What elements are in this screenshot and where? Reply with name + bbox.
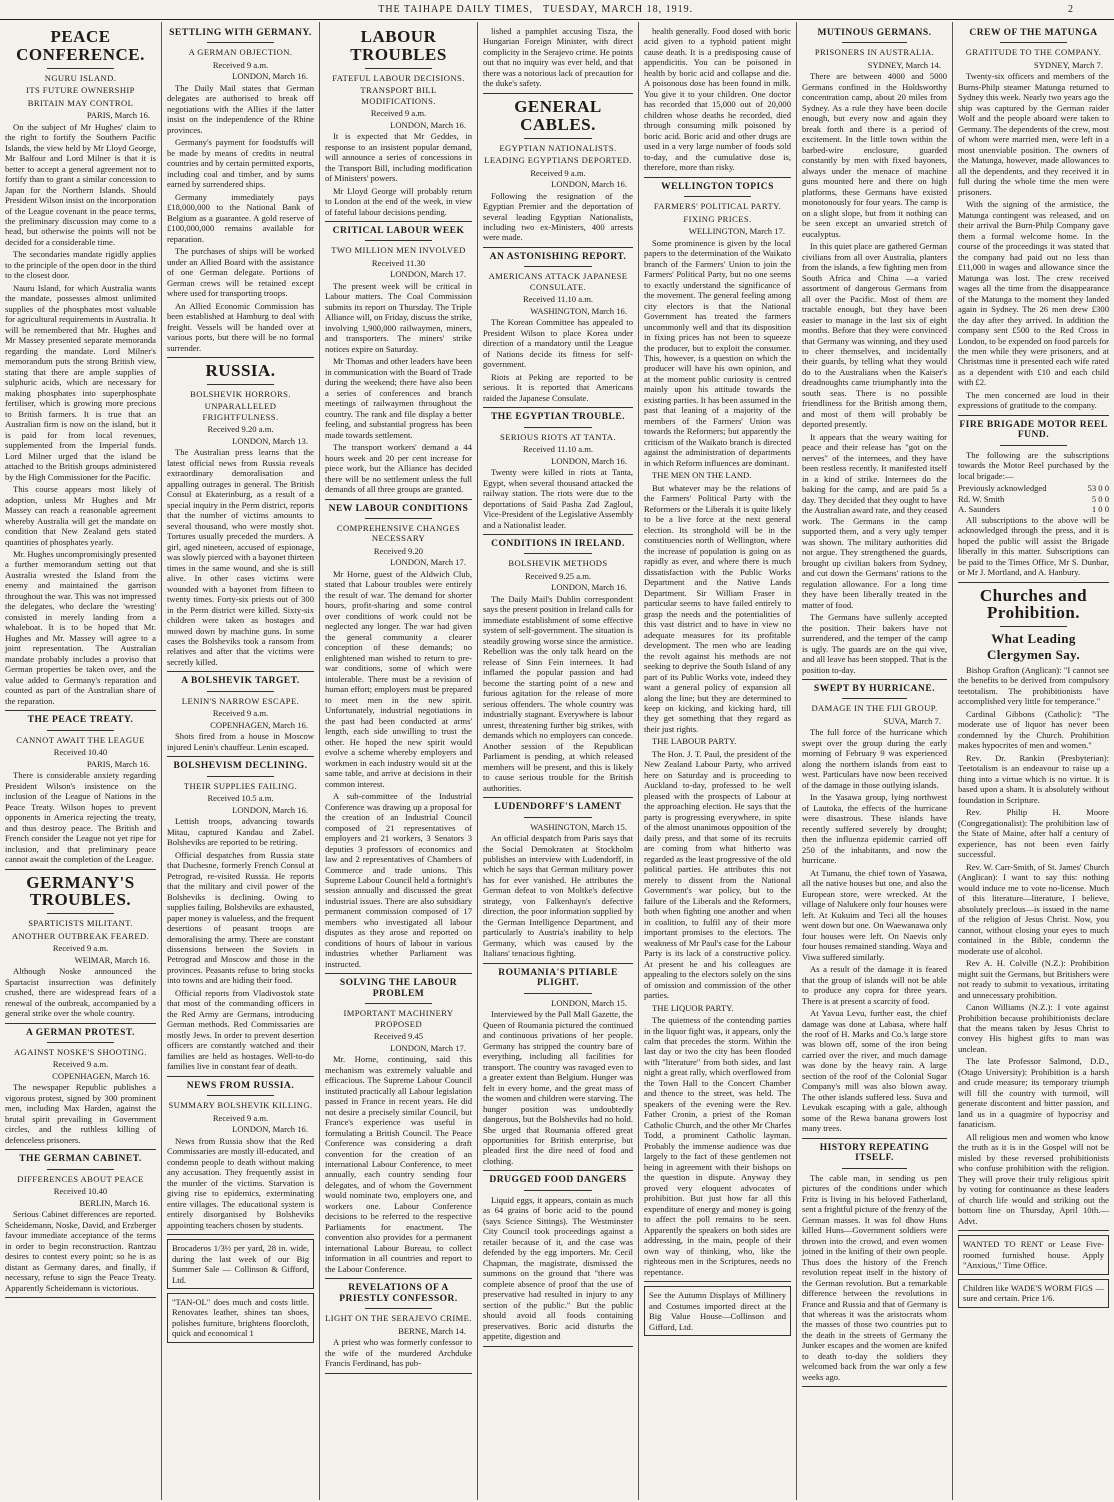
- advertisement-text: WANTED TO RENT or Lease Five-roomed furnished house. Apply "Anxious," Time Office.: [958, 1235, 1109, 1274]
- article-paragraph: The newspaper Republic publishes a vigorous protest, signed by 300 prominent men, including Max Harden, against the brutal spirit prevailing in Government circles, and the ruthless killing of defenceless prisoners.: [5, 1082, 156, 1145]
- article-subheading: AGAINST NOSKE'S SHOOTING.: [14, 1047, 147, 1057]
- article-paragraph: The cable man, in sending us pen pictures of the conditions under which Fritz is living in his beloved Fatherland, sent a frightful picture of the frenzy of the German masses. It was fol dhow Huns killed Huns—Government soldiers were thrown into the crowd, and even women joined in the knifing of their own people. Thus does the history of the French revolution repeat itself in the history of the German revolution. But a remarkable difference between the revolutions in France and Russia and that of Germany is that whereas it was the aristocrats whom the masses of those two countries put to the death in the streets of Germany the Junker escapes and the women are knifed to death to-day the soldiers they welcomed back from the war only a few weeks ago.: [802, 1172, 947, 1382]
- article-paragraph: A sub-committee of the Industrial Conference was drawing up a proposal for the creation of an Industrial Council composed of 21 representatives of employers and 21 workers, 3 Senators 3 deputies 3 professors of economics and law and 2 representatives of Chambers of Commerce and trade unions. This Supreme Labour Council held a fortnight's session annually and discussed the great industrial issues. There are also subsidiary permanent commission composed of 17 members who investigated all labour disputes as they arose and reported on conditions of hours of labour in various industries whether Parliament was instructed.: [325, 791, 472, 969]
- article-headline: GERMANY'S TROUBLES.: [26, 872, 135, 910]
- rule-divider: [365, 1308, 431, 1309]
- article-dateline: LONDON, March 15.: [551, 997, 627, 1008]
- article-subheading: EGYPTIAN NATIONALISTS.: [499, 142, 617, 153]
- article-headline: NEWS FROM RUSSIA.: [186, 1080, 295, 1091]
- article-headline: CRITICAL LABOUR WEEK: [332, 225, 465, 236]
- article-headline: REVELATIONS OF A PRIESTLY CONFESSOR.: [339, 1283, 458, 1304]
- rule-divider: [47, 68, 115, 69]
- article-paragraph: Bishop Grafton (Anglican): "I cannot see the benefits to be derived from compulsory teetotalism. The prohibitionists have accomplished very little for temperance.": [958, 665, 1109, 707]
- column-3: [320, 22, 478, 1500]
- article-headline: WELLINGTON TOPICS: [661, 181, 774, 192]
- article-paragraph: The full force of the hurricane which swept over the group during the early morning of February 9 was experienced along the northern islands from east to west. Particulars have now been received of the damage in those outlying islands.: [802, 727, 947, 790]
- article-subheading: LENIN'S NARROW ESCAPE.: [181, 695, 300, 706]
- article-paragraph: Following the resignation of the Egyptian Premier and the deportation of several leading Egyptian Nationalists, including two ex-Ministers, 400 arrests were made.: [483, 190, 633, 243]
- masthead: [0, 0, 1114, 20]
- rule-divider: [365, 1003, 431, 1004]
- advertisement: [167, 1293, 314, 1343]
- column-6: [797, 22, 953, 1500]
- article: [483, 252, 633, 403]
- article-paragraph: At Yavua Levu, further east, the chief damage was done at Labasa, where half the roof of H. Marks and Co.'s large store was blown off, some of the iron being carried over the river, and much damage was done by the heavy rain. A large section of the roof of the Colonial Sugar Company's mill was also blown away. The other islands suffered less. Suva and Levukak escaping with a gale, although some of the Rewa banana growers lost many trees.: [802, 1008, 947, 1134]
- rule-divider: [684, 196, 750, 197]
- article-dateline: BERLIN, March 16.: [79, 1197, 150, 1208]
- article-headline: THE PEACE TREATY.: [27, 715, 134, 726]
- article-dateline: WELLINGTON, March 17.: [688, 226, 785, 237]
- column-divider: [325, 973, 472, 974]
- article-subheading: FIXING PRICES.: [683, 213, 752, 224]
- article-subheading: A GERMAN OBJECTION.: [188, 47, 293, 58]
- article-dateline: SUVA, March 7.: [883, 715, 941, 726]
- article-subheading: LEADING EGYPTIANS DEPORTED.: [484, 155, 632, 166]
- article-subheading: THEIR SUPPLIES FAILING.: [183, 780, 298, 791]
- article-subheading: BOLSHEVIK HORRORS.: [190, 388, 291, 399]
- subscription-amount: 1 0 0: [1091, 504, 1109, 515]
- article: [483, 968, 633, 1167]
- subscription-row: [958, 483, 1109, 493]
- column-divider: [483, 963, 633, 964]
- article: [167, 676, 314, 752]
- article-headline: CREW OF THE MATUNGA: [969, 28, 1098, 38]
- column-1: [0, 22, 162, 1500]
- rule-divider: [842, 1168, 907, 1169]
- article: [958, 420, 1109, 578]
- column-divider: [5, 869, 156, 870]
- article-headline: THE GERMAN CABINET.: [19, 1154, 142, 1165]
- article-dateline: LONDON, March 16.: [232, 804, 308, 815]
- column-divider: [802, 679, 947, 680]
- article-subheading: FATEFUL LABOUR DECISIONS.: [332, 72, 465, 83]
- article: [483, 26, 633, 89]
- article: [644, 26, 791, 173]
- article-headline: A GERMAN PROTEST.: [26, 1027, 135, 1038]
- column-divider: [5, 1297, 156, 1298]
- column-divider: [958, 1230, 1109, 1231]
- advertisement: [167, 1239, 314, 1289]
- article-subheading: LIGHT ON THE SERAJEVO CRIME.: [325, 1313, 472, 1324]
- article-paragraph: In this quiet place are gathered German civilians from all over Australia, planters from the islands, a few fighting men from South Africa and China —a varied assortment of dangerous Germans from all over the Pacific. Most of them are tractable enough, but they have been easier to manage in the last six of eight months. Before that they were convinced that Germany was winning, and they used to cheer themselves, and incidentally their guards, by telling what they would do to the Australians when the Kaiser's dreadnoughts came triumphantly into the south seas. There is no possible friendliness for the British among them, and most of them will probably be deported presently.: [802, 241, 947, 430]
- article: [325, 28, 472, 217]
- rule-divider: [1000, 626, 1068, 627]
- article: [483, 539, 633, 793]
- article-paragraph: The Australian press learns that the latest official news from Russia reveals extraordinary demoralisation and appalling outrages in general. The British Consul at Ekaterinburg, as a result of a special inquiry in the Perm district, reports that the number of victims amounts to several thousand, who were mostly shot. Tortures usually preceded the murders. A girl, aged nineteen, accused of espionage, was slowly pierced with a bayonet thirteen times in the same wound, and she is still alive. In other cases victims were wounded with a bayonet from fifteen to twenty times. Forty-six priests out of 300 in the Perm district were killed. Sixty-six children were taken as hostages and mowed down by machine guns. In some cases the Bolsheviks took a ransom from relatives and after that the victims were secretly killed.: [167, 447, 315, 667]
- article-subheading: SPARTICISTS MILITANT.: [28, 918, 133, 929]
- article-dateline: LONDON, March 16.: [232, 71, 308, 82]
- advertisement-text: See the Autumn Displays of Millinery and Costumes imported direct at the Big Value House—Collinson and Gifford, Ltd.: [644, 1286, 791, 1336]
- subscription-amount: 5 0 0: [1091, 493, 1109, 504]
- article-paragraph: It appears that the weary waiting for peace and their release has "got on the nerves" of the internees, and they have been restless recently. It manifested itself in a kind of strike. Internees do the baking for the camp, and are paid 5s a day. They decided that they ought to have the Australian award rate, and they ceased work. The Germans in the camp supported them, and a very ugly temper was shown. The military authorities did not argue. They strengthened the guards, brought up civilian bakers from Sydney, and cut down the Germans' rations to the regulation allowance. For a long time they have been liberally treated in the matter of food.: [802, 431, 947, 610]
- article: [325, 1283, 472, 1368]
- article-paragraph: Twenty were killed in riots at Tanta, Egypt, when several thousand attacked the railway station. The riots were due to the deportations of Said Pasha Zad Zagloul, Vice-President of the Legislative Assembly and a Nationalist leader.: [483, 467, 633, 530]
- column-divider: [483, 93, 633, 94]
- newspaper-columns: [0, 22, 1114, 1502]
- column-divider: [167, 357, 314, 358]
- advertisement: [958, 1235, 1109, 1274]
- rule-divider: [47, 913, 115, 914]
- article-paragraph: Serious Cabinet differences are reported. Scheidemann, Noske, David, and Erzberger favour immediate acceptance of the terms in order to begin reconstruction. Rantzau desires to contest every point; so he is as distant as Germany dares, and finally, if necessary, refuse to sign the Peace Treaty. Apparently Scheidemann is victorious.: [5, 1209, 156, 1293]
- advertisement: [958, 1279, 1109, 1308]
- column-divider: [483, 1170, 633, 1171]
- article: [5, 1154, 156, 1293]
- article-paragraph: This course appears most likely of adoption, unless Mr Hughes and Mr Massey can reach a reasonable agreement whereby Australia will get the mandate on condition that New Zealand gets stated quantities of phosphates yearly.: [5, 484, 156, 547]
- article-subheading: TRANSPORT BILL MODIFICATIONS.: [360, 85, 437, 106]
- column-divider: [5, 710, 156, 711]
- article-paragraph: Rev. W. Carr-Smith, of St. James' Church (Anglican): I want to say this: nothing would induce me to vote no-license. Much of this literature—literature, I believe, absolutely preclous—is issued in the name of the religion of Jesus Christ. Now, you cannot, without closing your eyes to much contained in the Bible, condemn the moderate use of alcohol.: [958, 861, 1109, 956]
- article-subheading: CANNOT AWAIT THE LEAGUE: [16, 734, 145, 745]
- article-subheading: BOLSHEVIK METHODS: [508, 558, 608, 569]
- column-divider: [5, 1149, 156, 1150]
- article-paragraph: Mr Horne, guest of the Aldwich Club, stated that Labour troubles were entirely the result of war. The demand for shorter hours, profit-sharing and some control over conditions of work could not be neglected any longer. The war had given the general community a clearer conception of these demands; no enlightened man wished to return to pre-war conditions, some of which were intolerable. There must be a revision of human effort; employers must be prepared to meet men in the new spirit. Unfortunately, industrial negotiations in the past had been conducted at arms' length, each side unwilling to trust the other. He hoped the new spirit would evolve a scheme whereby employers and workmen in each industry would sit at the same table, and arrive at decisions in their common interest.: [325, 568, 472, 789]
- received-time: Received 10.40: [53, 1186, 108, 1197]
- article-subheading: What Leading Clergymen Say.: [987, 631, 1080, 663]
- article: [644, 182, 791, 1277]
- article-headline: THE EGYPTIAN TROUBLE.: [490, 412, 626, 423]
- article-dateline: LONDON, March 17.: [390, 1042, 466, 1053]
- received-time: Received 9 a.m.: [370, 108, 427, 119]
- rule-divider: [207, 42, 273, 43]
- article-paragraph: Although Noske announced the Spartacist insurrection was definitely crushed, there are widespread fears of a renewal of the outbreak, accompanied by a general strike over the whole country.: [5, 966, 156, 1019]
- article-paragraph: It is expected that Mr Geddes, in response to an insistent popular demand, will announce a series of concessions in the Transport Bill, including modification of Ministers' powers.: [325, 131, 472, 184]
- article-headline: AN ASTONISHING REPORT.: [489, 251, 627, 262]
- article: [958, 587, 1109, 1227]
- article-dateline: LONDON, March 16.: [551, 179, 627, 190]
- article-paragraph: Mr Thomas and other leaders have been in communication with the Board of Trade during the weekend; there have also been a series of conferences and branch meetings of railwaymen throughout the country. The rank and file display a better feeling, and substantial progress has been made towards settlement.: [325, 356, 472, 440]
- column-divider: [325, 221, 472, 222]
- article-paragraph: The purchases of ships will be worked under an Allied Board with the assistance of one German delegate. Portions of German crews will be retained except where used for transporting troops.: [167, 246, 314, 299]
- column-divider: [483, 534, 633, 535]
- article-headline: LUDENDORFF'S LAMENT: [494, 802, 622, 813]
- article-dateline: LONDON, March 17.: [390, 269, 466, 280]
- article-paragraph: THE LABOUR PARTY.: [652, 736, 737, 747]
- rule-divider: [524, 553, 592, 554]
- article-dateline: PARIS, March 16.: [86, 110, 150, 121]
- paper-name: THE TAIHAPE DAILY TIMES,: [378, 4, 533, 15]
- article-paragraph: Nauru Island, for which Australia wants the mandate, possesses almost unlimited supplies of the phosphates most valuable for agricultural requirements in Australia. It will be remembered that Mr. Hughes and Mr Massey presented separate memoranda regarding the mandate. Lord Milner's memorandum puts the strong British view, stating that there are ample supplies of sulphuric acids, which are necessary for making phosphates into superphosphate fertiliser, which is growing more precious to British farmers. It is true that an Australian firm is now on the island, but it is paid for from local revenues, supplemented from the Imperial funds. Lord Milner urged that the island be attached to the British groups administered by the High Commissioner for the Pacific.: [5, 282, 156, 482]
- received-time: Received 9 a.m.: [52, 943, 109, 954]
- article-paragraph: All religious men and women who know the truth as it is in the Gospel will not be misled by these reversed prohibitionists who confuse prohibition with the religion. They will prove their truly religious spirit by voting for continuance as these leaders of church life would and striking out the bottom line on Thursday, April 10th.—Advt.: [958, 1131, 1109, 1226]
- article-subheading: BRITAIN MAY CONTROL: [27, 97, 134, 108]
- column-divider: [167, 1234, 314, 1235]
- article: [802, 684, 947, 1134]
- article: [5, 874, 156, 1019]
- article-dateline: LONDON, March 16.: [551, 582, 627, 593]
- article-paragraph: The late Professor Salmond, D.D., (Otago University): Prohibition is a harsh and crude measure; its temporary triumph will fill the country with turmoil, will generate discontent and bitter passion, and land us in a quagmire of hypocrisy and fanaticism.: [958, 1056, 1109, 1130]
- column-divider: [802, 1386, 947, 1387]
- article-paragraph: Interviewed by the Pall Mall Gazette, the Queen of Roumania pictured the continued and continuous privations of her people. Germany has stripped the country bare of everything, including all facilities for transport. The country was ravaged even to a greater extent than Belgium. Hunger was felt in every home, and the great mass of the women and children were starving. The hunger position was undoubtedly dangerous, but the Bolsheviks had no hold. She urged that Roumania offered great opportunities for British enterprise, but pleaded first the dire need of food and clothing.: [483, 1009, 633, 1166]
- article-subheading: AMERICANS ATTACK JAPANESE CONSULATE.: [488, 271, 628, 292]
- article: [802, 1143, 947, 1383]
- column-divider: [483, 1346, 633, 1347]
- received-time: Received 11.30: [371, 257, 426, 268]
- column-5: [639, 22, 797, 1500]
- article-paragraph: A priest who was formerly confessor to the wife of the murdered Archduke Francis Ferdinand, has pub-: [325, 1337, 472, 1369]
- article-dateline: PARIS, March 16.: [86, 758, 150, 769]
- subscriber-name: Rd. W. Smith: [958, 493, 1005, 504]
- article-paragraph: In the Yasawa group, lying northwest of Lautoka, the effects of the hurricane were disastrous. These islands have recently suffered severely by drought; then the influenza epidemic carried off 250 of the inhabitants, and now the hurricane.: [802, 792, 947, 866]
- paper-date: TUESDAY, MARCH 18, 1919.: [543, 4, 694, 15]
- article-paragraph: Twenty-six officers and members of the Burns-Philp steamer Matunga returned to Sydney this week. Nearly two years ago the ship was captured by the German raider Wolf and the people aboard were taken to Germany. The dependents of the crew, most of whom were married men, were left in a most unenviable position. The owners of the Matunga, however, made allowances to all the dependents, and they received it in full during the whole time the men were prisoners.: [958, 71, 1109, 197]
- article-headline: A BOLSHEVIK TARGET.: [181, 676, 300, 687]
- subscriber-name: Previously acknowledged: [958, 483, 1047, 494]
- article-paragraph: Mr Lloyd George will probably return to London at the end of the week, in view of fateful labour decisions pending.: [325, 185, 472, 217]
- column-divider: [5, 1023, 156, 1024]
- article-paragraph: There are between 4000 and 5000 Germans confined in the Holdsworthy concentration camp, about 20 miles from Sydney. As a rule they have been docile enough, but every now and again they break forth and there is a period of excitement. In the little town within the barbed-wire enclosure, guarded constantly by men with fixed bayonets, always under the menace of machine guns mounted here and there on high platforms, these Germans have existed monotonously for four years. The camp is on a slight slope, but from it nothing can be seen except an unvaried stretch of eucalyptus.: [802, 71, 947, 239]
- column-divider: [167, 756, 314, 757]
- article: [167, 28, 314, 353]
- article-paragraph: Cardinal Gibbons (Catholic): "The moderate use of liquor has never been condemned by the Church. Prohibition makes hypocrites of men and women.": [958, 708, 1109, 751]
- article-dateline: SYDNEY, March 7.: [1033, 59, 1103, 70]
- article-dateline: SYDNEY, March 14.: [867, 59, 941, 70]
- article-headline: PEACE CONFERENCE.: [16, 27, 145, 64]
- article-subheading: TWO MILLION MEN INVOLVED: [331, 245, 466, 256]
- received-time: Received 11.10 a.m.: [522, 294, 594, 305]
- article-paragraph: Mr. Horne, continuing, said this mechanism was extremely valuable and efficacious. The Supreme Labour Council instituted practically all Labour legislation passed in France in recent years. He did not desire a precisely similar Council, but France's experience was useful in formulating a British Council. The Peace Conference was considering a draft convention for the creation of an international Labour Conference, to meet annually, each country sending four delegates, and of whom the Government would nominate two, employers one, and workers one. Labour Conference decisions to be referred to the respective Parliaments for enactment. The convention also provides for a permanent international Labour Bureau, to collect information in all countries and report to the Labour Conference.: [325, 1054, 472, 1274]
- rule-divider: [365, 518, 431, 519]
- rule-divider: [524, 817, 592, 818]
- article-headline: HISTORY REPEATING ITSELF.: [819, 1142, 930, 1164]
- article-subheading: GRATITUDE TO THE COMPANY.: [965, 47, 1102, 58]
- article: [325, 226, 472, 495]
- column-divider: [325, 1373, 472, 1374]
- article-paragraph: As a result of the damage it is feared that the group of islands will not be able to produce any copra for three years. There is at present a scarcity of food.: [802, 964, 947, 1006]
- column-divider: [167, 1076, 314, 1077]
- article-paragraph: News from Russia show that the Red Commissaries are mostly ill-educated, and condemn people to death without making any accusation. They frequently assist in the murder of the victims. Starvation is giving rise to epidemics, exterminating entire villages. The educational system is entirely disorganised by Bolsheviks appointing teachers chosen by students.: [167, 1135, 314, 1230]
- article-dateline: BERNE, March 14.: [398, 1325, 466, 1336]
- article-paragraph: The transport workers' demand a 44 hours week and 20 per cent increase for piece work, but the Alliance has decided there will be no settlement unless the full demands of all three groups are granted.: [325, 442, 472, 495]
- received-time: Received 11.10 a.m.: [522, 444, 594, 455]
- column-divider: [644, 177, 791, 178]
- rule-divider: [842, 698, 907, 699]
- received-time: Received 9.45: [373, 1031, 424, 1042]
- column-divider: [802, 1138, 947, 1139]
- rule-divider: [524, 1190, 592, 1191]
- column-divider: [167, 671, 314, 672]
- column-7: [953, 22, 1114, 1500]
- article-dateline: LONDON, March 13.: [232, 435, 308, 446]
- received-time: Received 9.20 a.m.: [207, 424, 274, 435]
- article: [802, 28, 947, 675]
- article-subheading: SUMMARY BOLSHEVIK KILLING.: [168, 1100, 313, 1111]
- received-time: Received 9.20: [373, 545, 424, 556]
- article-paragraph: There is considerable anxiety regarding President Wilson's insistence on the inclusion of the League of Nations in the Peace Treaty. Wilson hopes to prevent opponents in America rejecting the treaty, and thus destroy peace. The British and French consider the League not yet ripe for inclusion, and that preliminary peace cannot await the completion of the League.: [5, 770, 156, 865]
- article-paragraph: Canon Williams (N.Z.): I vote against Prohibition because prohibitionists declare that the means taken by Jesus Christ to convey His highest gifts to man was unclean.: [958, 1002, 1109, 1054]
- received-time: Received 9 a.m.: [212, 59, 269, 70]
- article-paragraph: On the subject of Mr Hughes' claim to the right to fortify the Southern Pacific Islands, the view held by Mr Lloyd George, Mr Balfour and Lord Milner is that it is better to accept a general agreement not to fortify than to grant a similar concession to Japan for the Northern Islands. Should President Wilson insist on the incorporation of the League covenant in the peace terms, the preliminary discussion may come to a head, but otherwise the points will not be decided for a considerable time.: [5, 121, 156, 247]
- article-dateline: WASHINGTON, March 16.: [530, 305, 627, 316]
- rule-divider: [524, 993, 592, 994]
- article: [483, 412, 633, 530]
- article-paragraph: Official despatches from Russia state that Duchesne, formerly French Consul at Petrograd, re-visited Russia. He reports that the military and civil power of the Bolsheviks is declining. Owing to supplies failing, Bolsheviks are exhausted, paper money is valueless, and the frequent desertions of peasant troops are demoralising the army. There are constant dissensions between the Soviets in Petrograd and Moscow and those in the provinces. Peasants refuse to bring stocks into towns and are hiding their food.: [167, 849, 314, 986]
- article-dateline: LONDON, March 16.: [551, 455, 627, 466]
- article: [167, 1081, 314, 1230]
- rule-divider: [524, 427, 592, 428]
- article-subheading: SERIOUS RIOTS AT TANTA.: [500, 431, 616, 442]
- column-divider: [483, 247, 633, 248]
- column-divider: [325, 1278, 472, 1279]
- article-headline: RUSSIA.: [205, 361, 276, 380]
- subscription-row: [958, 494, 1109, 504]
- received-time: Received 9.25 a.m.: [524, 570, 592, 581]
- received-time: Received 9 a.m.: [212, 1112, 269, 1123]
- article-subheading: COMPREHENSIVE CHANGES NECESSARY: [336, 523, 461, 544]
- article: [167, 761, 314, 1072]
- article: [325, 504, 472, 970]
- article-paragraph: The quietness of the contending parties in the liquor fight was, it appears, only the calm that precedes the storm. Within the last day or two the city has been flooded with "literature" from both sides, and last night a great rally, which overflowed from the Town Hall to the Concert Chamber and thence to the street, was held. The speakers of the evening were the Rev. Father Cronin, a priest of the Roman Catholic Church, and the other Mr Charles Todd, a prominent Catholic layman. Probably the immense audience was due largely to the fact of these gentlemen not being in agreement with their bishops on the question in dispute. Anyway they proved very eloquent advocates of prohibition. But just how far all this expenditure of energy and money is going to affect the poll remains to be seen. Apparently the speakers on both sides are addressing, in the main, people of their own way of thinking, who, like the righteous men in the Scriptures, needs no repentance.: [644, 1015, 791, 1277]
- article-paragraph: Rev. Philip H. Moore (Congregationalist): The prohibition law of the State of Maine, after half a century of experience, has not been even fairly successful.: [958, 807, 1109, 860]
- article-headline: DRUGGED FOOD DANGERS: [489, 1175, 627, 1186]
- article-headline: GENERAL CABLES.: [514, 96, 602, 134]
- article-subheading: FARMERS' POLITICAL PARTY.: [653, 201, 782, 212]
- article-paragraph: Rev. Dr. Rankin (Presbyterian): Teetotalism is an endeavour to raise up a thing into a virtue which is no virtue. It is based upon a sham. It is absolutely without foundation in Scripture.: [958, 752, 1109, 805]
- advertisement-text: Brocaderos 1/3½ per yard, 28 in. wide, during the last week of our Big Summer Sale — Collinson & Gifford, Ltd.: [167, 1239, 314, 1289]
- article-paragraph: The secondaries mandate rigidly applies to the principle of the open door in the third to the closest door.: [5, 249, 156, 281]
- article-headline: MUTINOUS GERMANS.: [817, 28, 932, 38]
- column-2: [162, 22, 320, 1500]
- article-paragraph: An official despatch from Paris says that the Social Demokraten at Stockholm publishes an interview with Ludendorff, in which he says that German military power has for ever vanished. He attributes the German defeat to von Moltke's defective strategy, von Falkenhayn's defective direction, the poor information supplied by the German Intelligence Department, and particularly to Austria's inability to help Germany, which was caused by the Italians' tenacious fighting.: [483, 833, 633, 959]
- subscription-amount: 53 0 0: [1087, 483, 1109, 494]
- article-paragraph: THE LIQUOR PARTY.: [652, 1002, 734, 1013]
- article: [483, 1175, 633, 1341]
- article-paragraph: Liquid eggs, it appears, contain as much as 64 grains of boric acid to the pound (says Science Sittings). The Westminster City Council took proceedings against a retailer because of it, and the case was defended by the egg importers. Mr. Cecil Chapman, the magistrate, dismissed the summons on the ground that "there was complete absence of proof that the use of preservative had resulted in injury to any section of the public." But the public should avoid all foods containing preservatives. Boric acid disturbs the appetite, digestion and: [483, 1194, 633, 1342]
- article-paragraph: health generally. Food dosed with boric acid given to a typhoid patient might cause death. It is a predisposing cause of appendicitis. You can be poisoned in health by boric acid and collapse and die. A poisonous dose has been found in milk. You give it to your children. One doctor has recorded that 15,000 out of 20,000 children whose deaths he recorded, died through consuming milk poisoned by boric acid. Boric acid and other drugs are used in a very large number of foods sold to-day, and the cumulative dose is, therefore, more than risky.: [644, 26, 791, 173]
- article-subheading: UNPARALLELED FRIGHTFULNESS.: [202, 401, 279, 422]
- article-subheading: PRISONERS IN AUSTRALIA.: [814, 47, 935, 58]
- article-subheading: DAMAGE IN THE FIJI GROUP.: [811, 703, 938, 714]
- article-dateline: COPENHAGEN, March 16.: [52, 1070, 150, 1081]
- article-dateline: LONDON, March 16.: [232, 1124, 308, 1135]
- article-paragraph: The following are the subscriptions towards the Motor Reel purchased by the local brigade:—: [958, 449, 1109, 481]
- rule-divider: [207, 1095, 273, 1096]
- article: [483, 802, 633, 959]
- rule-divider: [365, 68, 431, 69]
- article-dateline: WASHINGTON, March 15.: [530, 821, 627, 832]
- article-dateline: LONDON, March 16.: [390, 119, 466, 130]
- article-headline: CONDITIONS IN IRELAND.: [491, 539, 625, 549]
- article-paragraph: With the signing of the armistice, the Matunga contingent was released, and on their arrival the Burn-Philp Company gave them a formal welcome home. In the course of the proceedings it was stated that the company had paid out no less than £11,000 in wages and allowance since the Matunga was lost. The crew received wages all the time from the disappearance of the Matunga to the moment they landed again in Sydney. The 26 men drew £300 the day after they arrived. In addition the company sent £500 to the Red Cross in London, to be expended on food parcels for the men while they were prisoners, and at Christmas time it presented each wife rated as a dependent with £10 and each child with £2.: [958, 199, 1109, 388]
- column-divider: [958, 415, 1109, 416]
- article-headline: NEW LABOUR CONDITIONS: [328, 503, 469, 514]
- article-subheading: IMPORTANT MACHINERY PROPOSED: [343, 1008, 454, 1029]
- article-paragraph: An Allied Economic Commission has been established at Hamburg to deal with freight. Vessels will be handed over at various ports, but there will be no formal surrender.: [167, 300, 314, 353]
- subscriber-name: A. Saunders: [958, 504, 1001, 515]
- article-subheading: ANOTHER OUTBREAK FEARED.: [11, 930, 150, 941]
- article-paragraph: The Korean Committee has appealed to President Wilson to place Korea under direction of a mandatory until the League of Nations decide its fitness for self-government.: [483, 317, 633, 370]
- column-divider: [644, 1281, 791, 1282]
- advertisement-text: Children like WADE'S WORM FIGS —sure and certain. Price 1/6.: [958, 1279, 1109, 1308]
- article-headline: Churches and Prohibition.: [979, 585, 1088, 623]
- article-headline: ROUMANIA'S PITIABLE PLIGHT.: [498, 967, 618, 989]
- rule-divider: [524, 138, 592, 139]
- rule-divider: [47, 1169, 115, 1170]
- rule-divider: [207, 691, 273, 692]
- rule-divider: [207, 384, 273, 385]
- article-headline: SWEPT BY HURRICANE.: [813, 684, 936, 695]
- article: [958, 28, 1109, 411]
- rule-divider: [524, 266, 592, 267]
- article-paragraph: The present week will be critical in Labour matters. The Coal Commission submits its report on Thursday. The Triple Alliance will, on Friday, discuss the strike, involving 1,900,000 railwaymen, miners, and transporters. The miners' strike notices expire on Saturday.: [325, 280, 472, 354]
- article-paragraph: Rev A. H. Colville (N.Z.): Prohibition might suit the Germans, but Britishers were not ready to submit to vexatious, irritating and unnecessary prohibition.: [958, 958, 1109, 1000]
- article-headline: BOLSHEVISM DECLINING.: [173, 761, 308, 772]
- rule-divider: [842, 42, 907, 43]
- page-number: 2: [1068, 4, 1074, 15]
- article-subheading: NGURU ISLAND.: [44, 72, 117, 83]
- rule-divider: [1000, 42, 1068, 43]
- article-headline: SETTLING WITH GERMANY.: [169, 28, 312, 38]
- article-paragraph: Riots at Peking are reported to be serious. It is reported that Americans raided the Japanese Consulate.: [483, 371, 633, 403]
- column-divider: [483, 797, 633, 798]
- column-divider: [958, 582, 1109, 583]
- advertisement-text: "TAN-OL" does much and costs little. Renovates leather, shines tan shoes, polishes furniture, brightens floorcloth, quick and economical 1: [167, 1293, 314, 1343]
- article-paragraph: THE MEN ON THE LAND.: [652, 470, 752, 481]
- advertisement: [644, 1286, 791, 1336]
- rule-divider: [47, 730, 115, 731]
- article-paragraph: The Daily Mail states that German delegates are authorised to break off negotiations with the Allies if the latter insist on the independence of the Rhine provinces.: [167, 82, 314, 135]
- article: [167, 362, 314, 667]
- received-time: Received 9 a.m.: [52, 1059, 109, 1070]
- article: [5, 1028, 156, 1146]
- rule-divider: [1000, 445, 1068, 446]
- article-paragraph: Some prominence is given by the local papers to the determination of the Waikato branch of the Farmers' Union to join the Farmers' Political Party, but no one seems to exactly understand the significance of the movement. The general feeling among city electors is that the National Government has treated the farmers uncommonly well and that its disposition in fixing prices has not been to squeeze the producer, but to exploit the consumer. This, however, is a question on which the producer will have his own opinion, and at the moment public curiosity is centred mainly upon his attitude towards the existing parties. It has been assumed in the past that leaning of a majority of the members of the Farmers' Union was towards the Reformers; but apparently the criticism of the Waikato branch is directed against the administration of departments in which Reform influences are dominant.: [644, 237, 792, 468]
- article-headline: LABOUR TROUBLES: [350, 27, 447, 64]
- article-paragraph: Lettish troops, advancing towards Mitau, captured Kandau and Zabel. Bolsheviks are reported to be retiring.: [167, 816, 314, 848]
- column-divider: [483, 407, 633, 408]
- column-4: [478, 22, 639, 1500]
- article-subheading: ITS FUTURE OWNERSHIP: [26, 85, 135, 96]
- article-headline: SOLVING THE LABOUR PROBLEM: [339, 978, 458, 999]
- article-paragraph: The Germans have sullenly accepted the position. Their bakers have not surrendered, and the temper of the camp is ugly. The guards are on the qui vive, and all leave has been stopped. That is the position to-day.: [802, 612, 947, 675]
- article-paragraph: At Tumanu, the chief town of Yasawa, all the native houses but one, and also the European store, were wrecked. At the village of Nalukere only four houses were left. At Kukuim and Teci all the houses went down but one. On Waewanawa only four houses were left. On Naevis only four houses remained standing. Waya and Viwa suffered similarly.: [802, 867, 947, 962]
- article-subheading: DIFFERENCES ABOUT PEACE: [17, 1173, 144, 1184]
- article-headline: FIRE BRIGADE MOTOR REEL FUND.: [959, 419, 1108, 441]
- article: [5, 715, 156, 864]
- article-paragraph: Mr. Hughes uncompromisingly presented a further memorandum setting out that Australia wrested the Island from the enemy and maintained the garrison throughout the war. This was not impressed the delegates, who declare the 'wresting' consisted in merely landing from a whaleboat. It is to be hoped that Mr. Hughes and Mr. Massey will agree to a joint representation. The Australian mandate probably includes a proviso that German properties be taken over, and the value added to Germany's reparation and counted as part of the Australian share of the reparation.: [5, 549, 156, 706]
- rule-divider: [365, 240, 431, 241]
- article: [5, 28, 156, 706]
- article-paragraph: Official reports from Vladivostok state that most of the commanding officers in the Red Army are Germans, introducing German methods. Red Commissaries are mostly Jews. In order to prevent desertion officers are constantly watched and their families are held as hostages. Well-to-do families live in constant fear of death.: [167, 987, 314, 1072]
- article-dateline: WEIMAR, March 16.: [74, 954, 150, 965]
- article: [483, 98, 633, 243]
- article-dateline: COPENHAGEN, March 16.: [210, 719, 308, 730]
- received-time: Received 10.5 a.m.: [207, 793, 274, 804]
- rule-divider: [207, 776, 273, 777]
- article-paragraph: All subscriptions to the above will be acknowledged through the press, and it is hoped the public will assist the Brigade liberally in this matter. Subscriptions can be paid to the Times Office, Mr S. Dunbar, or Mr J. Mortland, and A. Hanbury.: [958, 514, 1109, 578]
- article-paragraph: Shots fired from a house in Moscow injured Lenin's chauffeur. Lenin escaped.: [167, 731, 314, 752]
- article-paragraph: lished a pamphlet accusing Tisza, the Hungarian Foreign Minister, with direct complicity in the Serajevo crime. He points out that no inquiry was ever held, and that there was a notorious lack of precaution for the duke's safety.: [483, 26, 633, 89]
- article-paragraph: The men concerned are loud in their expressions of gratitude to the company.: [958, 389, 1109, 411]
- article-paragraph: Germany's payment for foodstuffs will be made by means of credits in neutral countries and by certain permitted exports, including coal and timber, and by sums earned by surrendered ships.: [167, 137, 315, 190]
- article-paragraph: But whatever may be the relations of the Farmers' Political Party with the Reformers or the Liberals it is quite likely to be a live force at the next general election. Its stronghold will be in the constituencies north of Wellington, where the increase of population is going on as rapidly as ever, and where there is much dissatisfaction with the Public Works Department and the Native Lands Department. Sir William Fraser in particular seems to have failed entirely to grasp the needs and the potentialities of this vast district and to have in view no adequate measures for its profitable development. The men who are leading the revolt against his methods are not seeking to deprive the South Island of any part of its Public Works vote, indeed they want a general policy of expansion all along the line; but they are determined to keep on kicking, and kicking hard, till they get something that they regard as their just rights.: [644, 482, 791, 734]
- article-paragraph: Germany immediately pays £18,000,000 to the National Bank of Belgium as a guarantee. A gold reserve of £100,000,000 remains available for reparation.: [167, 191, 314, 244]
- article-paragraph: The Daily Mail's Dublin correspondent says the present position in Ireland calls for immediate establishment of some effective system of self-government. The situation is steadily growing worse since the armistice. Rebellion was the only talk heard on the release of Sinn Fein internees. It had inflamed the popular passion and had become the starting point of a new and furious agitation for the release of more serious offenders. The whole country was industrially stagnant. Everywhere is labour unrest, threatening further big strikes, with demands which no employers can concede. Another session of the Republican Parliament is pending, at which released members will be present, and this is likely to cause serious trouble for the British authorities.: [483, 593, 633, 793]
- column-divider: [325, 499, 472, 500]
- received-time: Received 10.40: [53, 747, 108, 758]
- rule-divider: [47, 1042, 115, 1043]
- article-dateline: LONDON, March 17.: [390, 557, 466, 568]
- article: [325, 978, 472, 1274]
- received-time: Received 9 a.m.: [530, 167, 586, 178]
- subscription-row: [958, 504, 1109, 514]
- article-paragraph: The Hon. J. T. Paul, the president of the New Zealand Labour Party, who arrived here on Saturday and is proceeding to Auckland to-day, professed to be well pleased with the prospects of Labour at the approaching election. He says that the party is progressing everywhere, in spite of the almost unanimous opposition of the daily press, and that some of its recruits are coming from what hitherto was regarded as the least progressive of the old political parties. He attributes this not merely to dissent from the National Government's war policy, but to the failure of the Liberals and the Reformers, both when fighting one another and when in coalition, to fulfil any of their more important promises to the electors. The weakness of Mr Paul's case for the Labour Party is its lack of a constructive policy. At present he and his colleagues are appealing to the electors solely on the sins of omission and commission of the other parties.: [644, 748, 791, 1001]
- received-time: Received 9 a.m.: [212, 708, 269, 719]
